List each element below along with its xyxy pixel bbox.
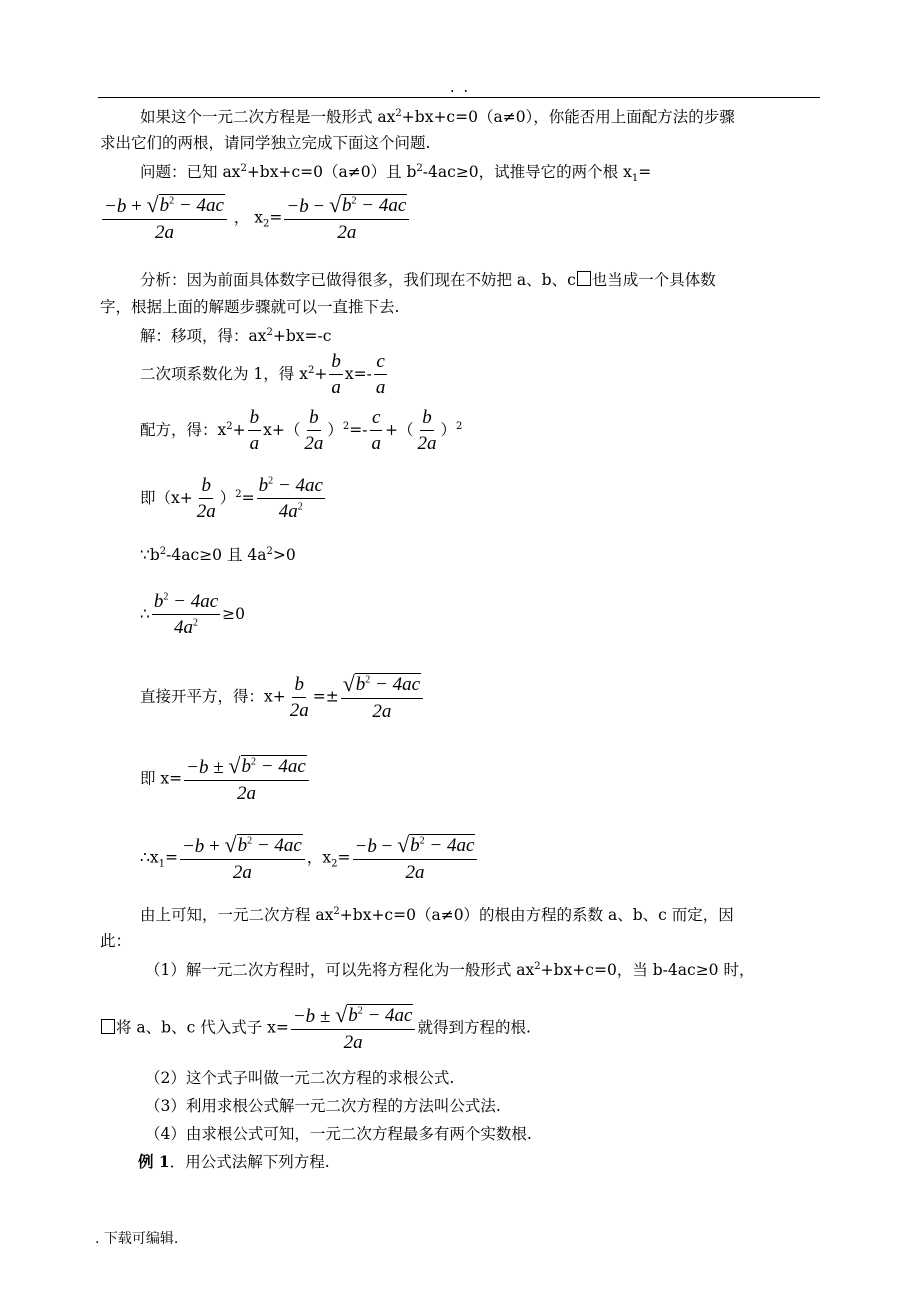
solution-step-1: 解：移项，得：$ax^2+bx=-c$ — [140, 326, 332, 345]
example-label: 例 1 — [138, 1152, 170, 1171]
root1-fraction: −b + √ $b^2 - 4ac$ 2a — [102, 194, 227, 243]
conclusion-line-2: 此： — [100, 932, 132, 950]
problem-label: 问题： — [140, 163, 187, 181]
analysis-line-2: 字，根据上面的解题步骤就可以一直推下去. — [100, 298, 400, 316]
rule-item-2: （2）这个式子叫做一元二次方程的求根公式. — [145, 1069, 455, 1087]
conclusion-line-1: 由上可知，一元二次方程 $ax^2+bx+c=0(a\ne 0)$的根由方程的系数 a、b、c 而定，因 — [140, 905, 734, 924]
rule-item-4: （4）由求根公式可知，一元二次方程最多有两个实数根. — [145, 1125, 532, 1143]
placeholder-box — [101, 1019, 115, 1034]
problem-roots-formula: −b + √ $b^2 - 4ac$ 2a ， $x_2=$ −b − √ $b^2 - 4ac$ 2a — [100, 194, 411, 243]
solution-step-4: 即（x+ $\frac{b}{2a}$ ）$^2$= $\frac{b^2 - 4ac}{4a^2}$ — [140, 475, 323, 522]
example-heading: 例 1．用公式法解下列方程. — [138, 1152, 330, 1171]
analysis-line-1: 分析：因为前面具体数字已做得很多，我们现在不妨把 a、b、c 也当成一个具体数 — [140, 271, 716, 289]
solution-step-5: $\because b^2-4ac\ge 0$ 且 $4a^2>0$ — [140, 545, 296, 564]
intro-line-1: 如果这个一元二次方程是一般形式 $ax^2+bx+c=0(a\ne 0)$，你能否用上面配方法的步骤 — [140, 107, 735, 126]
solution-step-6: ∴ $\frac{b^2 - 4ac}{4a^2}$ ≥0 — [140, 591, 245, 638]
header-rule — [98, 97, 820, 98]
solution-step-7: 直接开平方，得：x+ $\frac{b}{2a}$ =± √ $b^2 - 4ac$ 2a — [140, 673, 425, 722]
footer-note: . 下载可编辑. — [95, 1231, 179, 1247]
solution-step-8: 即 x= −b ± √ $b^2 - 4ac$ 2a — [140, 755, 311, 804]
rule-item-1-cont: 将 a、b、c 代入式子 x= −b ± √ $b^2 - 4ac$ 2a 就得到方程的根. — [100, 1004, 531, 1053]
solution-step-2: 二次项系数化为 1，得 $x^2+$ $\frac{b}{a}$ x=- $\frac{c}{a}$ — [140, 351, 386, 398]
page-header-dots: . . — [449, 78, 471, 96]
rule-item-1: （1）解一元二次方程时，可以先将方程化为一般形式 $ax^2+bx+c=0$，当 b-4ac≥0 时， — [145, 960, 755, 979]
solution-step-9: $\therefore x_1=$ −b + √ $b^2 - 4ac$ 2a ，$x_2=$ −b − √ $b^2 - 4ac$ 2a — [140, 834, 479, 883]
placeholder-box — [577, 271, 591, 286]
rule-item-3: （3）利用求根公式解一元二次方程的方法叫公式法. — [145, 1097, 501, 1115]
root2-fraction: −b − √ $b^2 - 4ac$ 2a — [284, 194, 409, 243]
problem-statement: 问题：已知 $ax^2+bx+c=0(a\ne 0)$且 $b^2-4ac\ge 0$，试推导它的两个根 $x_1=$ — [140, 162, 652, 185]
solution-step-3: 配方，得：$x^2+$ $\frac{b}{a}$ x+（ $\frac{b}{2a}$ ）$^2$=- $\frac{c}{a}$ +（ $\frac{b}{2a}$ ）$^2$ — [140, 407, 463, 454]
intro-line-2: 求出它们的两根，请同学独立完成下面这个问题. — [100, 134, 431, 152]
